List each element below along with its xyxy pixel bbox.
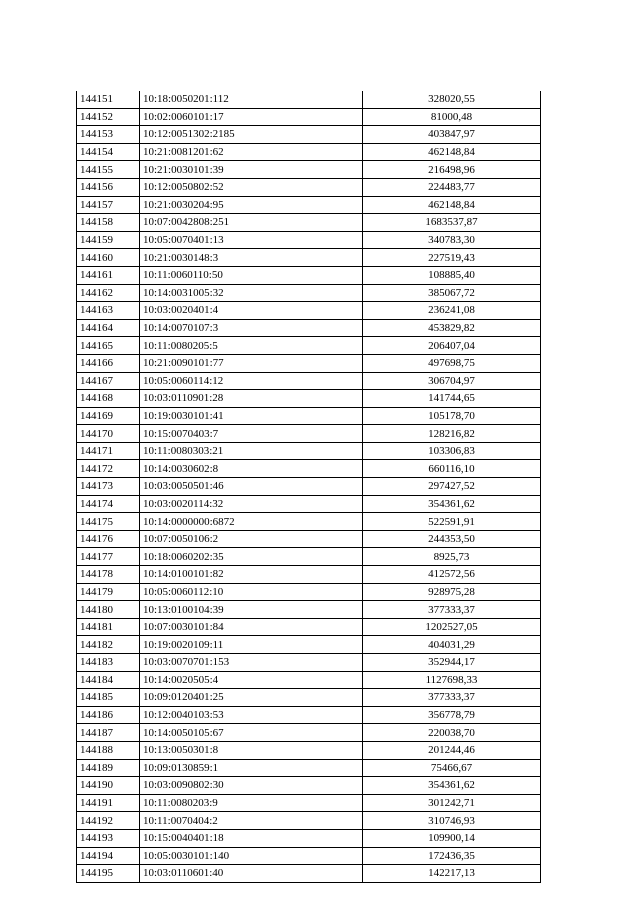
row-id-cell: 144185 <box>77 689 140 707</box>
cadastral-number-cell: 10:18:0050201:112 <box>140 91 363 108</box>
row-id-cell: 144188 <box>77 741 140 759</box>
table-row <box>77 478 541 496</box>
table-row <box>77 530 541 548</box>
row-id-cell: 144155 <box>77 161 140 179</box>
table-row <box>77 354 541 372</box>
cadastral-number-cell: 10:12:0051302:2185 <box>140 126 363 144</box>
value-cell: 103306,83 <box>363 442 541 460</box>
cadastral-number-cell: 10:03:0090802:30 <box>140 777 363 795</box>
table-row <box>77 847 541 865</box>
cadastral-number-cell: 10:07:0042808:251 <box>140 214 363 232</box>
table-row <box>77 566 541 584</box>
table-row <box>77 636 541 654</box>
row-id-cell: 144158 <box>77 214 140 232</box>
row-id-cell: 144179 <box>77 583 140 601</box>
row-id-cell: 144194 <box>77 847 140 865</box>
cadastral-number-cell: 10:02:0060101:17 <box>140 108 363 126</box>
cadastral-number-cell: 10:14:0030602:8 <box>140 460 363 478</box>
row-id-cell: 144164 <box>77 319 140 337</box>
cadastral-number-cell: 10:19:0030101:41 <box>140 407 363 425</box>
cadastral-number-cell: 10:07:0050106:2 <box>140 530 363 548</box>
value-cell: 1127698,33 <box>363 671 541 689</box>
cadastral-number-cell: 10:19:0020109:11 <box>140 636 363 654</box>
row-id-cell: 144178 <box>77 566 140 584</box>
value-cell: 142217,13 <box>363 865 541 883</box>
value-cell: 354361,62 <box>363 777 541 795</box>
cadastral-number-cell: 10:11:0080203:9 <box>140 794 363 812</box>
row-id-cell: 144192 <box>77 812 140 830</box>
table-row <box>77 337 541 355</box>
table-row <box>77 495 541 513</box>
value-cell: 497698,75 <box>363 354 541 372</box>
value-cell: 109900,14 <box>363 829 541 847</box>
cadastral-number-cell: 10:21:0030101:39 <box>140 161 363 179</box>
value-cell: 412572,56 <box>363 566 541 584</box>
value-cell: 244353,50 <box>363 530 541 548</box>
value-cell: 128216,82 <box>363 425 541 443</box>
value-cell: 310746,93 <box>363 812 541 830</box>
value-cell: 377333,37 <box>363 689 541 707</box>
value-cell: 108885,40 <box>363 266 541 284</box>
value-cell: 306704,97 <box>363 372 541 390</box>
row-id-cell: 144167 <box>77 372 140 390</box>
value-cell: 328020,55 <box>363 91 541 108</box>
value-cell: 105178,70 <box>363 407 541 425</box>
cadastral-number-cell: 10:14:0031005:32 <box>140 284 363 302</box>
row-id-cell: 144157 <box>77 196 140 214</box>
value-cell: 227519,43 <box>363 249 541 267</box>
value-cell: 522591,91 <box>363 513 541 531</box>
row-id-cell: 144162 <box>77 284 140 302</box>
row-id-cell: 144175 <box>77 513 140 531</box>
table-row <box>77 759 541 777</box>
table-row <box>77 829 541 847</box>
value-cell: 462148,84 <box>363 196 541 214</box>
table-row <box>77 865 541 883</box>
value-cell: 356778,79 <box>363 706 541 724</box>
table-row <box>77 231 541 249</box>
cadastral-number-cell: 10:15:0070403:7 <box>140 425 363 443</box>
table-row <box>77 741 541 759</box>
table-row <box>77 671 541 689</box>
cadastral-number-cell: 10:05:0030101:140 <box>140 847 363 865</box>
cadastral-number-cell: 10:11:0070404:2 <box>140 812 363 830</box>
cadastral-number-cell: 10:11:0060110:50 <box>140 266 363 284</box>
table-row <box>77 161 541 179</box>
cadastral-number-cell: 10:03:0110601:40 <box>140 865 363 883</box>
cadastral-number-cell: 10:07:0030101:84 <box>140 618 363 636</box>
row-id-cell: 144166 <box>77 354 140 372</box>
cadastral-number-cell: 10:09:0130859:1 <box>140 759 363 777</box>
cadastral-number-cell: 10:15:0040401:18 <box>140 829 363 847</box>
cadastral-number-cell: 10:05:0060112:10 <box>140 583 363 601</box>
row-id-cell: 144186 <box>77 706 140 724</box>
value-cell: 81000,48 <box>363 108 541 126</box>
row-id-cell: 144168 <box>77 390 140 408</box>
value-cell: 377333,37 <box>363 601 541 619</box>
cadastral-number-cell: 10:05:0070401:13 <box>140 231 363 249</box>
table-row <box>77 91 541 108</box>
cadastral-number-cell: 10:03:0110901:28 <box>140 390 363 408</box>
table-row <box>77 794 541 812</box>
table-row <box>77 372 541 390</box>
row-id-cell: 144151 <box>77 91 140 108</box>
table-row <box>77 618 541 636</box>
cadastral-number-cell: 10:11:0080303:21 <box>140 442 363 460</box>
row-id-cell: 144152 <box>77 108 140 126</box>
value-cell: 404031,29 <box>363 636 541 654</box>
value-cell: 301242,71 <box>363 794 541 812</box>
cadastral-number-cell: 10:05:0060114:12 <box>140 372 363 390</box>
cadastral-number-cell: 10:18:0060202:35 <box>140 548 363 566</box>
cadastral-number-cell: 10:12:0040103:53 <box>140 706 363 724</box>
value-cell: 206407,04 <box>363 337 541 355</box>
table-row <box>77 548 541 566</box>
row-id-cell: 144189 <box>77 759 140 777</box>
cadastral-number-cell: 10:03:0020114:32 <box>140 495 363 513</box>
table-row <box>77 390 541 408</box>
value-cell: 172436,35 <box>363 847 541 865</box>
table-row <box>77 812 541 830</box>
value-cell: 1683537,87 <box>363 214 541 232</box>
row-id-cell: 144169 <box>77 407 140 425</box>
table-row <box>77 178 541 196</box>
table-row <box>77 706 541 724</box>
row-id-cell: 144161 <box>77 266 140 284</box>
row-id-cell: 144171 <box>77 442 140 460</box>
table-row <box>77 407 541 425</box>
row-id-cell: 144193 <box>77 829 140 847</box>
value-cell: 928975,28 <box>363 583 541 601</box>
cadastral-number-cell: 10:14:0070107:3 <box>140 319 363 337</box>
row-id-cell: 144159 <box>77 231 140 249</box>
cadastral-number-cell: 10:12:0050802:52 <box>140 178 363 196</box>
cadastral-number-cell: 10:14:0050105:67 <box>140 724 363 742</box>
row-id-cell: 144187 <box>77 724 140 742</box>
row-id-cell: 144191 <box>77 794 140 812</box>
value-cell: 462148,84 <box>363 143 541 161</box>
row-id-cell: 144181 <box>77 618 140 636</box>
table-row <box>77 724 541 742</box>
cadastral-number-cell: 10:13:0050301:8 <box>140 741 363 759</box>
cadastral-number-cell: 10:14:0020505:4 <box>140 671 363 689</box>
table-body <box>77 91 541 882</box>
cadastral-number-cell: 10:21:0081201:62 <box>140 143 363 161</box>
cadastral-number-cell: 10:14:0100101:82 <box>140 566 363 584</box>
row-id-cell: 144170 <box>77 425 140 443</box>
value-cell: 453829,82 <box>363 319 541 337</box>
table-row <box>77 777 541 795</box>
table-row <box>77 460 541 478</box>
value-cell: 201244,46 <box>363 741 541 759</box>
cadastral-number-cell: 10:09:0120401:25 <box>140 689 363 707</box>
cadastral-number-cell: 10:03:0020401:4 <box>140 302 363 320</box>
row-id-cell: 144177 <box>77 548 140 566</box>
value-cell: 220038,70 <box>363 724 541 742</box>
row-id-cell: 144173 <box>77 478 140 496</box>
row-id-cell: 144182 <box>77 636 140 654</box>
cadastral-number-cell: 10:14:0000000:6872 <box>140 513 363 531</box>
value-cell: 8925,73 <box>363 548 541 566</box>
data-table <box>76 91 541 883</box>
value-cell: 141744,65 <box>363 390 541 408</box>
row-id-cell: 144184 <box>77 671 140 689</box>
row-id-cell: 144183 <box>77 654 140 672</box>
cadastral-number-cell: 10:21:0030148:3 <box>140 249 363 267</box>
table-row <box>77 425 541 443</box>
row-id-cell: 144172 <box>77 460 140 478</box>
row-id-cell: 144163 <box>77 302 140 320</box>
table-row <box>77 214 541 232</box>
cadastral-number-cell: 10:11:0080205:5 <box>140 337 363 355</box>
row-id-cell: 144190 <box>77 777 140 795</box>
table-row <box>77 513 541 531</box>
table-row <box>77 319 541 337</box>
cadastral-number-cell: 10:03:0070701:153 <box>140 654 363 672</box>
table-row <box>77 249 541 267</box>
row-id-cell: 144160 <box>77 249 140 267</box>
value-cell: 354361,62 <box>363 495 541 513</box>
table-row <box>77 266 541 284</box>
value-cell: 236241,08 <box>363 302 541 320</box>
table-row <box>77 689 541 707</box>
row-id-cell: 144176 <box>77 530 140 548</box>
value-cell: 660116,10 <box>363 460 541 478</box>
table-row <box>77 601 541 619</box>
row-id-cell: 144153 <box>77 126 140 144</box>
table-row <box>77 196 541 214</box>
table-row <box>77 654 541 672</box>
table-row <box>77 126 541 144</box>
table-row <box>77 284 541 302</box>
value-cell: 216498,96 <box>363 161 541 179</box>
value-cell: 75466,67 <box>363 759 541 777</box>
row-id-cell: 144154 <box>77 143 140 161</box>
cadastral-number-cell: 10:13:0100104:39 <box>140 601 363 619</box>
cadastral-number-cell: 10:21:0030204:95 <box>140 196 363 214</box>
cadastral-number-cell: 10:21:0090101:77 <box>140 354 363 372</box>
table-row <box>77 442 541 460</box>
table-row <box>77 108 541 126</box>
table-row <box>77 583 541 601</box>
value-cell: 224483,77 <box>363 178 541 196</box>
value-cell: 297427,52 <box>363 478 541 496</box>
row-id-cell: 144180 <box>77 601 140 619</box>
value-cell: 1202527,05 <box>363 618 541 636</box>
row-id-cell: 144174 <box>77 495 140 513</box>
table-row <box>77 143 541 161</box>
cadastral-number-cell: 10:03:0050501:46 <box>140 478 363 496</box>
row-id-cell: 144156 <box>77 178 140 196</box>
value-cell: 340783,30 <box>363 231 541 249</box>
value-cell: 403847,97 <box>363 126 541 144</box>
row-id-cell: 144195 <box>77 865 140 883</box>
value-cell: 352944,17 <box>363 654 541 672</box>
row-id-cell: 144165 <box>77 337 140 355</box>
value-cell: 385067,72 <box>363 284 541 302</box>
table-row <box>77 302 541 320</box>
